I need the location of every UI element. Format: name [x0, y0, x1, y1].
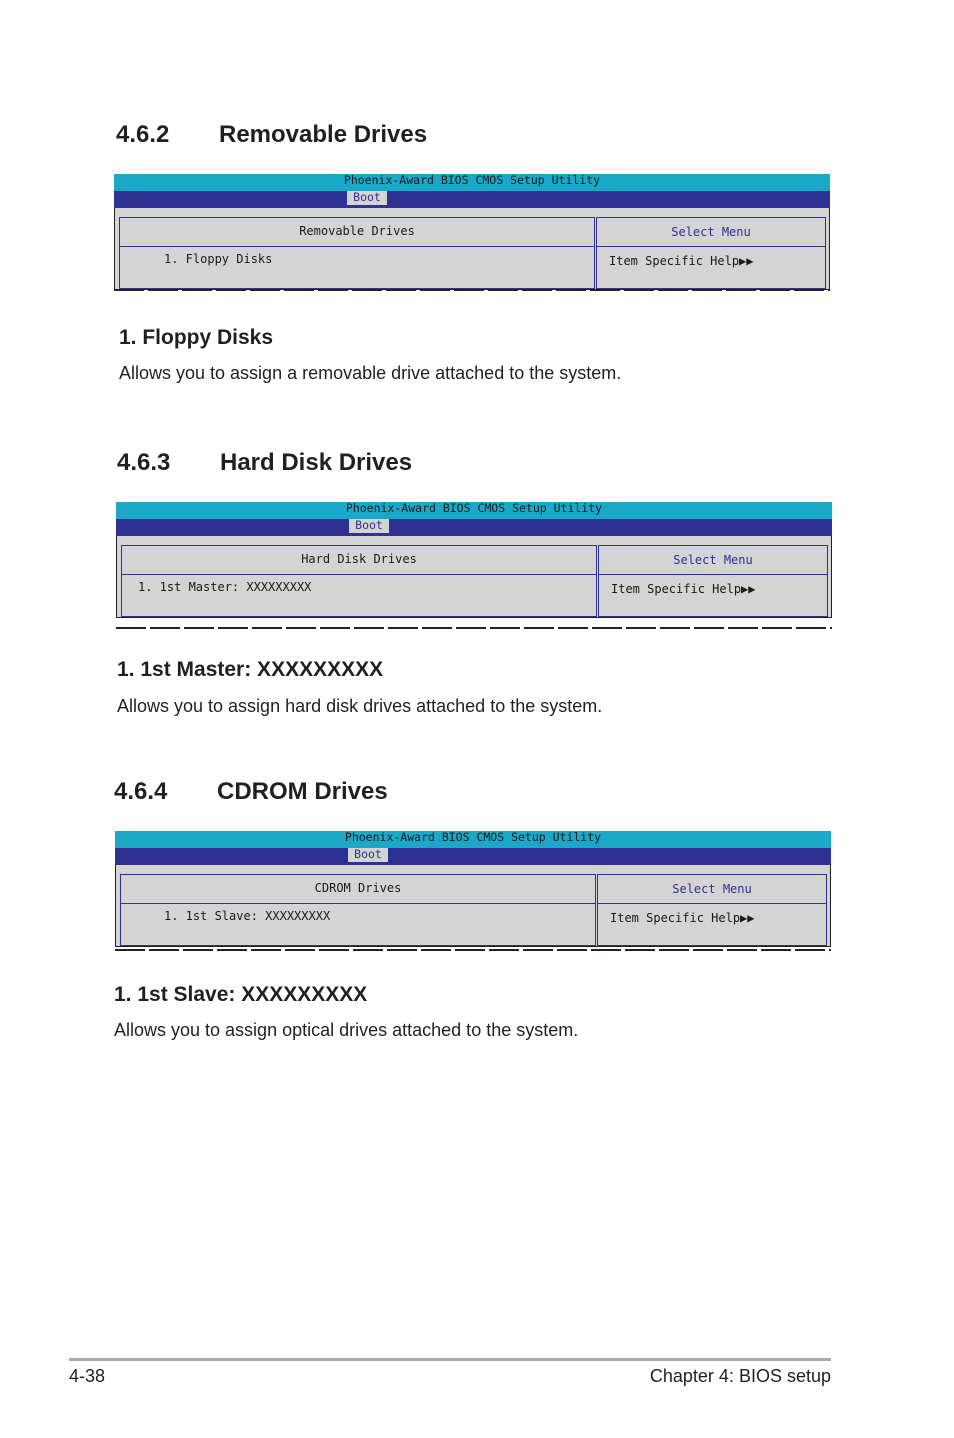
bios-help-text: Item Specific Help▶▶	[611, 582, 756, 596]
item-title-1st-slave: 1. 1st Slave: XXXXXXXXX	[114, 983, 368, 1006]
bios-tab-boot[interactable]: Boot	[349, 519, 389, 533]
footer-rule	[69, 1358, 831, 1361]
bios-tab-boot[interactable]: Boot	[347, 191, 387, 205]
bios-frame	[114, 208, 830, 290]
section-number: 4.6.2	[116, 121, 170, 148]
section-number: 4.6.3	[117, 449, 171, 476]
bios-panel-title: CDROM Drives	[121, 875, 595, 904]
footer-page-number: 4-38	[69, 1366, 106, 1386]
bios-menu-item[interactable]: 1. 1st Master: XXXXXXXXX	[138, 580, 312, 594]
bios-help-panel	[598, 545, 828, 617]
bios-help-text: Item Specific Help▶▶	[610, 911, 755, 925]
bios-title-bar: Phoenix-Award BIOS CMOS Setup Utility	[116, 502, 832, 519]
bios-menu-item[interactable]: 1. 1st Slave: XXXXXXXXX	[164, 909, 331, 923]
item-description: Allows you to assign a removable drive attached to the system.	[119, 363, 622, 383]
section-name: CDROM Drives	[217, 778, 388, 805]
bios-tab-boot[interactable]: Boot	[348, 848, 388, 862]
bios-panel-title: Hard Disk Drives	[122, 546, 596, 575]
bios-menu-bar	[116, 519, 832, 536]
bios-title-bar: Phoenix-Award BIOS CMOS Setup Utility	[114, 174, 830, 191]
bios-help-panel	[597, 874, 827, 946]
bios-bottom-border	[114, 289, 830, 291]
bios-bottom-border	[115, 949, 831, 951]
section-name: Removable Drives	[219, 121, 428, 148]
bios-panel-title: Removable Drives	[120, 218, 594, 247]
section-number: 4.6.4	[114, 778, 168, 805]
footer-chapter: Chapter 4: BIOS setup	[649, 1366, 831, 1386]
bios-help-title: Select Menu	[597, 218, 825, 247]
bios-menu-bar	[115, 848, 831, 865]
bios-frame	[116, 536, 832, 618]
section-name: Hard Disk Drives	[220, 449, 413, 476]
bios-menu-bar	[114, 191, 830, 208]
item-description: Allows you to assign optical drives attached to the system.	[114, 1020, 579, 1040]
bios-main-panel	[120, 874, 596, 946]
bios-help-text: Item Specific Help▶▶	[609, 254, 754, 268]
bios-help-title: Select Menu	[599, 546, 827, 575]
bios-help-panel	[596, 217, 826, 289]
bios-menu-item[interactable]: 1. Floppy Disks	[164, 252, 273, 266]
bios-frame	[115, 865, 831, 947]
item-title-1st-master: 1. 1st Master: XXXXXXXXX	[117, 658, 384, 681]
item-title-floppy-disks: 1. Floppy Disks	[119, 326, 274, 349]
bios-bottom-border	[116, 627, 832, 629]
bios-main-panel	[119, 217, 595, 289]
bios-title-bar: Phoenix-Award BIOS CMOS Setup Utility	[115, 831, 831, 848]
bios-main-panel	[121, 545, 597, 617]
item-description: Allows you to assign hard disk drives attached to the system.	[117, 696, 603, 716]
bios-help-title: Select Menu	[598, 875, 826, 904]
